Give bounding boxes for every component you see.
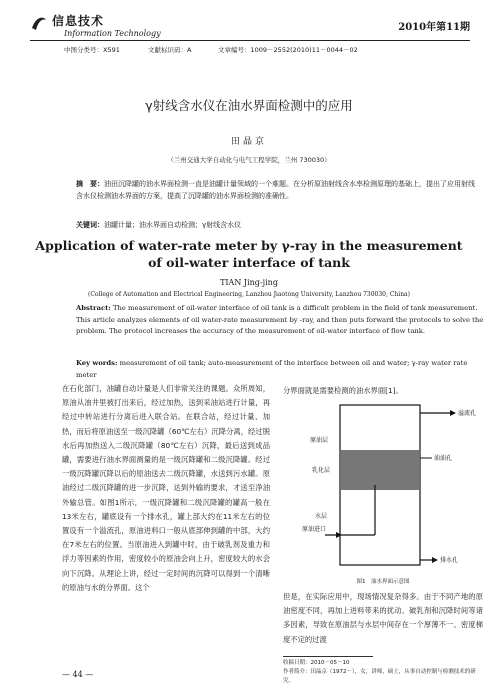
crude-label: 原油层 bbox=[310, 437, 329, 444]
footnote-rule bbox=[283, 656, 373, 657]
author-bio: 作者简介：田晶京（1972－），女，讲师，硕士，从事自动控制与检测技术的研究。 bbox=[283, 669, 476, 684]
overflow-label: 溢流孔 bbox=[458, 410, 477, 417]
journal-name-cn: 信息技术 bbox=[52, 14, 105, 28]
journal-name-en: Information Technology bbox=[64, 29, 161, 38]
figure-caption: 图1 油水界面示意图 bbox=[356, 579, 410, 585]
issue-label: 2010年第11期 bbox=[398, 22, 470, 33]
keywords-en-label: Key words: bbox=[76, 359, 118, 367]
paper-title-cn: γ射线含水仪在油水界面检测中的应用 bbox=[145, 98, 353, 113]
drain-label: 排水孔 bbox=[440, 557, 459, 564]
body-text-right-intro: 分界面就是需要检测的油水界面[1]。 bbox=[283, 386, 403, 395]
abstract-en-text: The measurement of oil-water interface of oil tank is a difficult problem in the field of tank measurement. This article analyzes elements of oil water-rate measurement by -ray, and then puts forward the protocols to solve the problem. The protocol increases the accuracy of the measurement of oil-water interface of flow tank. bbox=[76, 304, 484, 335]
received-date: 收稿日期：2010－05－10 bbox=[283, 660, 350, 666]
abstract-cn-label: 摘 要： bbox=[76, 180, 104, 188]
author-cn: 田晶京 bbox=[230, 137, 267, 147]
author-en: TIAN Jing-jing bbox=[220, 278, 278, 287]
affiliation-cn: （兰州交通大学自动化与电气工程学院，兰州 730030） bbox=[167, 156, 331, 164]
keywords-cn bbox=[76, 220, 476, 230]
paper-title-en-line2: of oil-water interface of tank bbox=[148, 255, 350, 270]
affiliation-en: (College of Automation and Electrical Engineering, Lanzhou Jiaotong University, Lanzhou 730030, China) bbox=[88, 291, 410, 298]
emulsion-label: 乳化层 bbox=[312, 467, 331, 474]
body-text-right: 但是，在实际应用中，现场情况复杂得多。由于不同产地的原油密度不同，再加上进料带来的扰动、破乳剂和沉降时间等诸多因素，导致在原油层与水层中间存在一个厚薄不一、密度梯度不定的过渡 bbox=[283, 592, 483, 644]
inlet-label: 原油进口 bbox=[302, 526, 327, 533]
body-text-left: 在石化部门，油罐自动计量是人们非常关注的课题。众所周知，原油从油井里被打出来后，经过加热，送到采油站进行计量，再经过中转站进行分离后进入联合站。在联合站，经过计量、加热，而后将原油送至一级沉降罐（60℃左右）沉降分离，经过脱水后再加热送入二级沉降罐（80℃左右）沉降，最后送到成品罐，需要进行油水界面测量的是一级沉降罐和二级沉降罐。经过一级沉降罐沉降以后的原油送去二级沉降罐，水送到污水罐。原油经过二级沉降罐的进一步沉降，达到外输的要求，才送至净油外输总管。如图1所示，一级沉降罐和二级沉降罐的罐高一般在13米左右，罐底设有一个排水孔，罐上部大约在11米左右的位置设有一个溢流孔，原油进料口一般从底部伸到罐的中部，大约在7米左右的位置。当原油进入到罐中时，由于破乳剂及重力和浮力等因素的作用，密度较小的原油会向上升，密度较大的水会向下沉降。从理论上讲，经过一定时间的沉降可以得到一个清晰的原油与水的分界面。这个 bbox=[62, 384, 270, 592]
tank-diagram bbox=[300, 400, 480, 575]
abstract-cn-text: 油田沉降罐的油水界面检测一直是油罐计量领域的一个难题。在分析原油射线含水率检测原理的基础上，提出了应用射线含水仪检测油水界面的方案，提高了沉降罐的油水界面检测的准确性。 bbox=[76, 180, 475, 200]
drain-arrow-icon bbox=[432, 557, 438, 563]
water-layer bbox=[341, 490, 419, 564]
article-number: 文章编号：1009－2552(2010)11－0044－02 bbox=[218, 46, 358, 54]
abstract-cn bbox=[76, 178, 476, 202]
water-label: 水层 bbox=[315, 513, 328, 520]
journal-logo-icon bbox=[30, 14, 48, 32]
header-rule bbox=[30, 40, 470, 41]
doc-code: 文献标识码：A bbox=[148, 46, 192, 54]
keywords-en bbox=[76, 358, 486, 381]
clc-number: 中图分类号：X591 bbox=[64, 46, 120, 54]
page-number: — 44 — bbox=[62, 670, 94, 679]
emulsion-layer bbox=[341, 450, 419, 490]
abstract-en-label: Abstract: bbox=[76, 304, 111, 312]
keywords-cn-text: 油罐计量；油水界面自动检测；γ射线含水仪 bbox=[104, 221, 242, 229]
keywords-cn-label: 关键词： bbox=[76, 221, 104, 229]
footnote bbox=[283, 659, 483, 686]
keywords-en-text: measurement of oil tank; auto-measurement of the interface between oil and water; γ-ray water rate meter bbox=[76, 359, 468, 379]
abstract-en bbox=[76, 303, 486, 338]
sampling-label: 油油孔 bbox=[434, 455, 453, 462]
crude-oil-layer bbox=[341, 410, 419, 450]
paper-title-en-line1: Application of water-rate meter by γ-ray in the measurement bbox=[35, 238, 463, 253]
overflow-arrow-icon bbox=[450, 410, 456, 416]
